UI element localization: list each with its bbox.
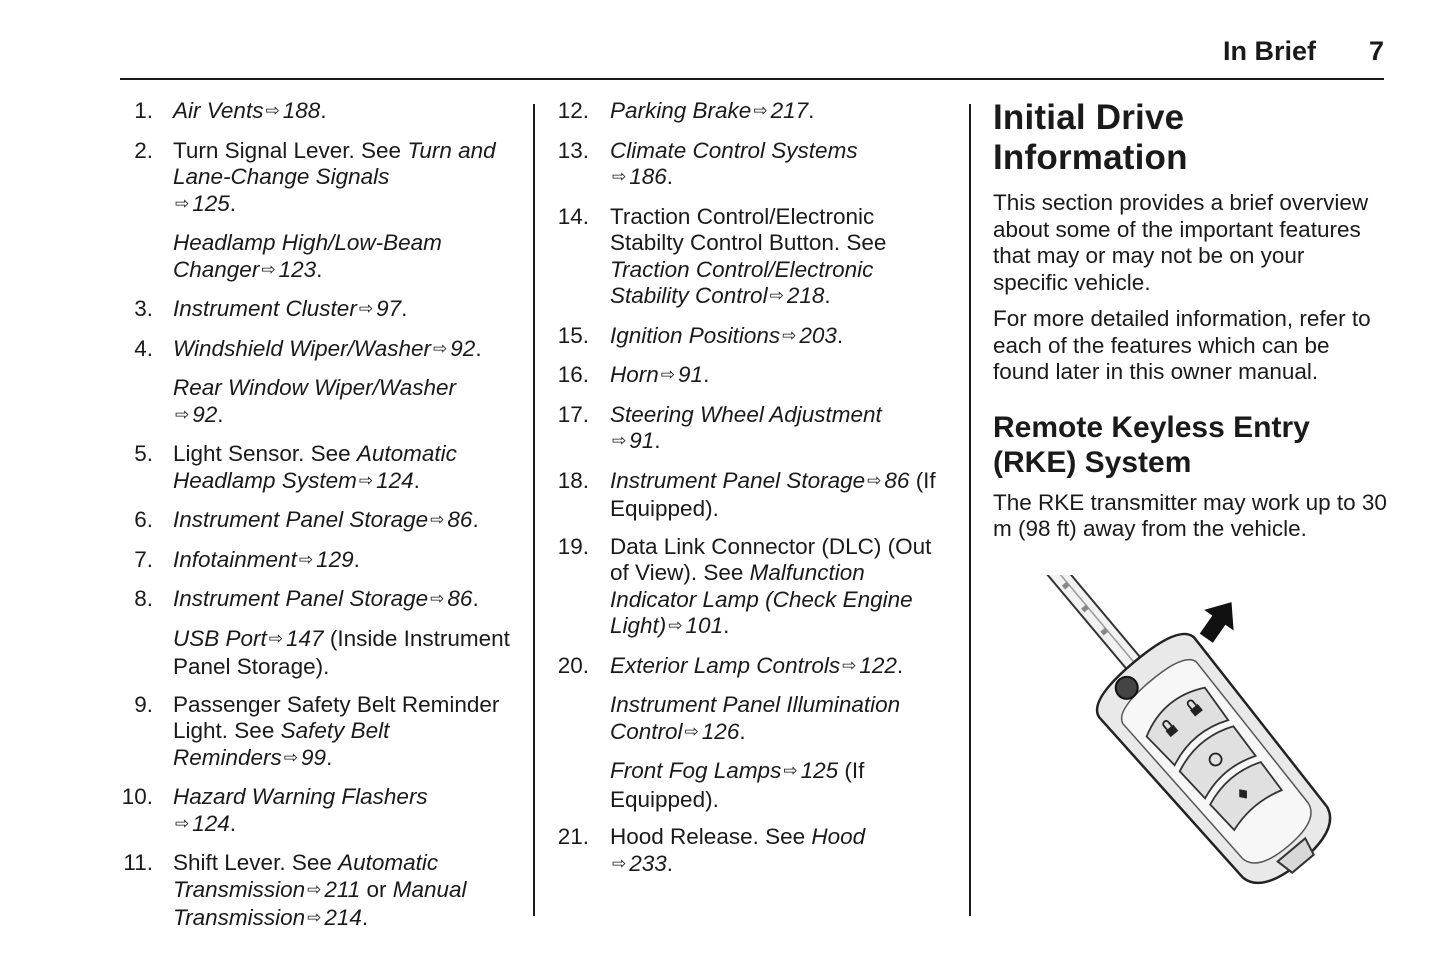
list-item: 7. Infotainment ⇨ 129. <box>134 546 360 572</box>
page-reference-icon: ⇨ <box>782 325 797 346</box>
page-reference-icon: ⇨ <box>175 404 190 425</box>
page-reference-icon: ⇨ <box>261 259 276 280</box>
page-reference-icon: ⇨ <box>307 879 322 900</box>
list-item: 21. Hood Release. See Hood ⇨ 233. <box>557 824 866 876</box>
list-item: 12. Parking Brake ⇨ 217. <box>557 98 815 123</box>
page-reference-icon: ⇨ <box>265 101 280 121</box>
list-item: 13. Climate Control Systems ⇨ 186. <box>557 137 858 189</box>
list-item: 18. Instrument Panel Storage ⇨ 86 (If Equipped). <box>557 467 936 521</box>
page-reference-icon: ⇨ <box>612 853 627 874</box>
list-item: 14. Traction Control/Electronic Stabilty Control Button. See Traction Control/Electronic Stability Control ⇨ 218. <box>557 203 887 308</box>
list-item: 16. Horn ⇨ 91. <box>557 362 710 387</box>
list-item: 8. Instrument Panel Storage ⇨ 86. <box>134 586 479 611</box>
page-reference-icon: ⇨ <box>175 193 190 214</box>
legend-column-1 <box>120 98 520 945</box>
page-reference-icon: ⇨ <box>783 761 798 781</box>
page-reference-icon: ⇨ <box>430 589 445 609</box>
page-reference-icon: ⇨ <box>307 908 322 928</box>
section-heading: Initial Drive Information <box>993 98 1188 177</box>
list-subitem: Headlamp High/Low-Beam Changer ⇨ 123. <box>173 230 442 282</box>
page-header <box>120 30 1384 80</box>
list-subitem: USB Port ⇨ 147 (Inside Instrument Panel Storage). <box>173 625 510 679</box>
list-subitem: Rear Window Wiper/Washer ⇨ 92. <box>173 375 457 427</box>
list-item: 1. Air Vents ⇨ 188. <box>134 98 327 123</box>
pointer-arrow-icon <box>1192 592 1247 649</box>
list-item: 5. Light Sensor. See Automatic Headlamp System ⇨ 124. <box>134 441 457 493</box>
page-reference-icon: ⇨ <box>684 721 699 742</box>
page-reference-icon: ⇨ <box>358 299 374 319</box>
list-subitem: Instrument Panel Illumination Control ⇨ 126. <box>610 692 901 744</box>
page-reference-icon: ⇨ <box>867 470 882 491</box>
page-reference-icon: ⇨ <box>668 616 683 636</box>
list-item: 17. Steering Wheel Adjustment ⇨ 91. <box>557 401 882 453</box>
list-item: 6. Instrument Panel Storage ⇨ 86. <box>134 507 479 532</box>
page-reference-icon: ⇨ <box>298 549 314 570</box>
page-reference-icon: ⇨ <box>358 470 374 491</box>
list-item: 15. Ignition Positions ⇨ 203. <box>557 322 844 348</box>
column-divider <box>533 104 535 916</box>
content-column <box>993 98 1393 553</box>
paragraph: The RKE transmitter may work up to 30 m (98 ft) away from the vehicle. <box>993 489 1387 541</box>
subsection-heading: Remote Keyless Entry (RKE) System <box>993 410 1310 479</box>
page-reference-icon: ⇨ <box>283 747 299 768</box>
list-item: 3. Instrument Cluster ⇨ 97. <box>134 296 408 321</box>
page-reference-icon: ⇨ <box>433 338 448 359</box>
page-reference-icon: ⇨ <box>612 167 627 187</box>
paragraph: For more detailed information, refer to each of the features which can be found later in this owner manual. <box>993 306 1371 384</box>
column-divider <box>969 104 971 916</box>
list-item: 10. Hazard Warning Flashers ⇨ 124. <box>121 784 428 836</box>
page-reference-icon: ⇨ <box>660 365 676 385</box>
list-item: 20. Exterior Lamp Controls ⇨ 122. <box>557 652 904 678</box>
list-item: 19. Data Link Connector (DLC) (Out of View). See Malfunction Indicator Lamp (Check Engine Light) ⇨ 101. <box>557 533 932 638</box>
list-subitem: Front Fog Lamps ⇨ 125 (If Equipped). <box>610 758 865 812</box>
page-reference-icon: ⇨ <box>769 286 784 306</box>
page-reference-icon: ⇨ <box>612 431 627 451</box>
paragraph: This section provides a brief overview about some of the important features that may or may not be on your specific vehicle. <box>993 190 1369 295</box>
section-title: In Brief <box>1222 36 1316 66</box>
page-reference-icon: ⇨ <box>430 510 445 530</box>
page-reference-icon: ⇨ <box>842 655 857 676</box>
page-reference-icon: ⇨ <box>175 813 190 834</box>
list-item: 4. Windshield Wiper/Washer ⇨ 92. <box>134 335 482 361</box>
list-item: 2. Turn Signal Lever. See Turn and Lane-Change Signals ⇨ 125. <box>134 137 496 216</box>
list-item: 11. Shift Lever. See Automatic Transmission ⇨ 211 or Manual Transmission ⇨ 214. <box>123 850 467 930</box>
list-item: 9. Passenger Safety Belt Reminder Light. See Safety Belt Reminders ⇨ 99. <box>134 691 500 770</box>
page-reference-icon: ⇨ <box>268 628 284 649</box>
legend-column-2 <box>556 98 946 890</box>
key-fob-icon <box>1030 575 1350 895</box>
page-number: 7 <box>1368 36 1384 66</box>
page-reference-icon: ⇨ <box>753 101 768 121</box>
